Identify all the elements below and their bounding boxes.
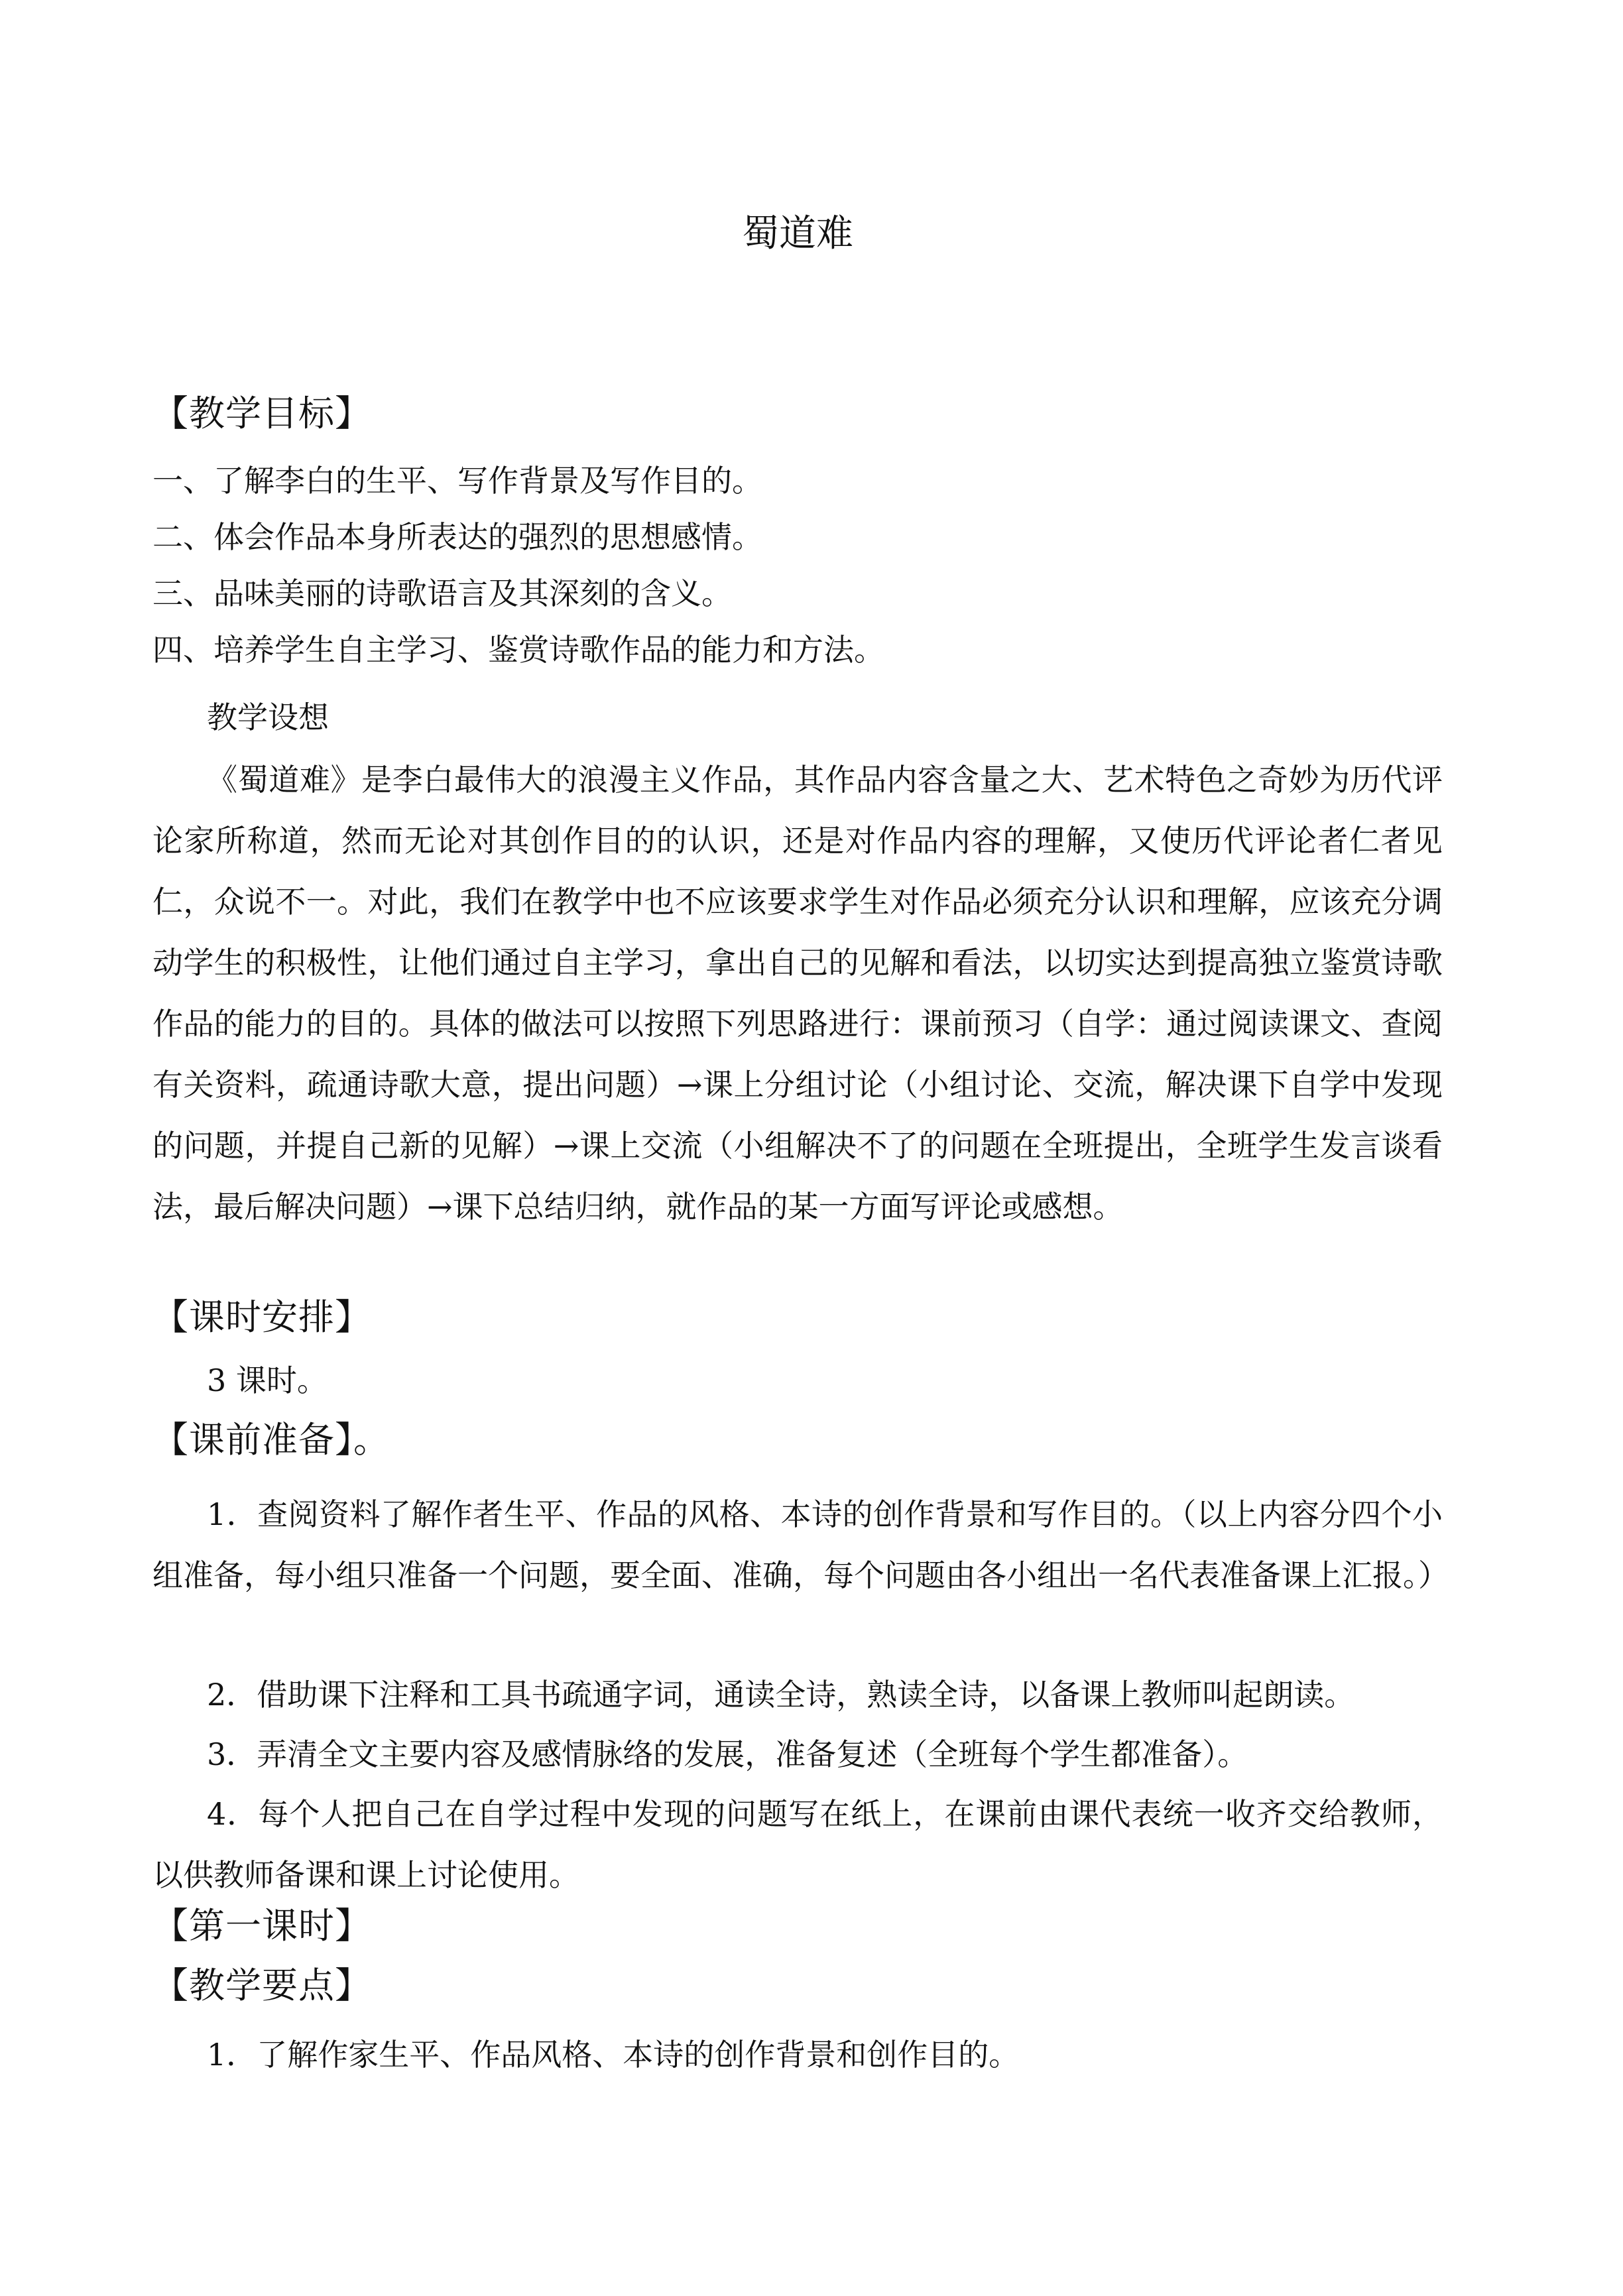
- keypoints-heading: 【教学要点】: [152, 1964, 371, 2006]
- objective-item-2: 二、体会作品本身所表达的强烈的思想感情。: [152, 519, 762, 555]
- objectives-heading: 【教学目标】: [152, 393, 371, 434]
- design-paragraph: 《蜀道难》是李白最伟大的浪漫主义作品，其作品内容含量之大、艺术特色之奇妙为历代评论家所称道，然而无论对其创作目的的认识，还是对作品内容的理解，又使历代评论者仁者见仁，众说不一。对此，我们在教学中也不应该要求学生对作品必须充分认识和理解，应该充分调动学生的积极性，让他们通过自主学习，拿出自己的见解和看法，以切实达到提高独立鉴赏诗歌作品的能力的目的。具体的做法可以按照下列思路进行：课前预习（自学：通过阅读课文、查阅有关资料，疏通诗歌大意，提出问题）→课上分组讨论（小组讨论、交流，解决课下自学中发现的问题，并提自己新的见解）→课上交流（小组解决不了的问题在全班提出，全班学生发言谈看法，最后解决问题）→课下总结归纳，就作品的某一方面写评论或感想。: [152, 762, 1443, 1225]
- lesson1-heading: 【第一课时】: [152, 1905, 371, 1947]
- preparation-item-1: 1．查阅资料了解作者生平、作品的风格、本诗的创作背景和写作目的。（以上内容分四个小组准备，每小组只准备一个问题，要全面、准确，每个问题由各小组出一名代表准备课上汇报。）: [152, 1496, 1449, 1593]
- document-page: [152, 0, 1449, 2296]
- objective-item-1: 一、了解李白的生平、写作背景及写作目的。: [152, 463, 762, 499]
- document-title: 蜀道难: [742, 212, 853, 255]
- preparation-item-3: 3．弄清全文主要内容及感情脉络的发展，准备复述（全班每个学生都准备）。: [207, 1736, 1248, 1772]
- preparation-item-4: 4．每个人把自己在自学过程中发现的问题写在纸上，在课前由课代表统一收齐交给教师，以供教师备课和课上讨论使用。: [152, 1796, 1443, 1893]
- schedule-heading: 【课时安排】: [152, 1296, 371, 1338]
- keypoints-item-1: 1．了解作家生平、作品风格、本诗的创作背景和创作目的。: [207, 2037, 1020, 2073]
- preparation-item-2: 2．借助课下注释和工具书疏通字词，通读全诗，熟读全诗，以备课上教师叫起朗读。: [207, 1677, 1355, 1713]
- objective-item-3: 三、品味美丽的诗歌语言及其深刻的含义。: [152, 575, 732, 611]
- design-label: 教学设想: [207, 699, 329, 735]
- schedule-text: 3 课时。: [207, 1362, 328, 1398]
- preparation-heading: 【课前准备】。: [152, 1419, 390, 1461]
- objective-item-4: 四、培养学生自主学习、鉴赏诗歌作品的能力和方法。: [152, 632, 884, 668]
